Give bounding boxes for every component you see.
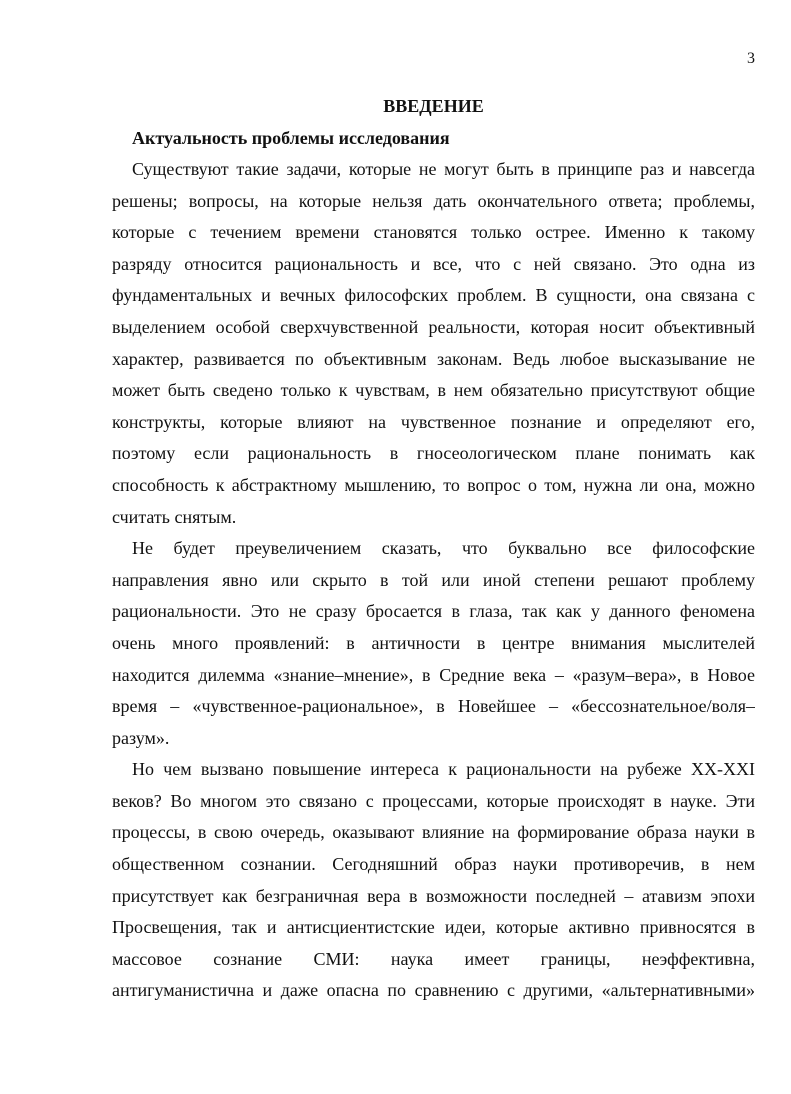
paragraph-line: Но чем вызвано повышение интереса к рациональности на рубеже XX-XXI	[132, 759, 755, 780]
paragraph-line: может быть сведено только к чувствам, в нем обязательно присутствуют общие	[112, 380, 755, 401]
body-text	[112, 154, 755, 1007]
paragraph-1	[112, 154, 755, 533]
paragraph-line: веков? Во многом это связано с процессами, которые происходят в науке. Эти	[112, 790, 755, 811]
page-number: 3	[747, 50, 755, 67]
paragraph-line: присутствует как безграничная вера в возможности последней – атавизм эпохи	[112, 885, 755, 906]
paragraph-line: антигуманистична и даже опасна по сравнению с другими, «альтернативными»	[112, 980, 755, 1001]
paragraph-line: решены; вопросы, на которые нельзя дать окончательного ответа; проблемы,	[112, 190, 755, 211]
paragraph-line: Не будет преувеличением сказать, что буквально все философские	[132, 538, 755, 559]
paragraph-line: способность к абстрактному мышлению, то вопрос о том, нужна ли она, можно	[112, 474, 755, 495]
paragraph-line: которые с течением времени становятся только острее. Именно к такому	[112, 222, 755, 243]
paragraph-line: конструкты, которые влияют на чувственное познание и определяют его,	[112, 411, 755, 432]
section-subheading: Актуальность проблемы исследования	[132, 128, 450, 148]
paragraph-line: разряду относится рациональность и все, что с ней связано. Это одна из	[112, 253, 755, 274]
paragraph-line: характер, развивается по объективным законам. Ведь любое высказывание не	[112, 348, 755, 369]
paragraph-line: процессы, в свою очередь, оказывают влияние на формирование образа науки в	[112, 822, 755, 843]
paragraph-2	[112, 533, 755, 754]
paragraph-line: Существуют такие задачи, которые не могут быть в принципе раз и навсегда	[132, 159, 755, 179]
paragraph-line: поэтому если рациональность в гносеологическом плане понимать как	[112, 443, 755, 464]
paragraph-line: направления явно или скрыто в той или иной степени решают проблему	[112, 569, 755, 590]
paragraph-line: разум».	[112, 727, 170, 748]
paragraph-line: время – «чувственное-рациональное», в Новейшее – «бессознательное/воля–	[112, 696, 755, 717]
paragraph-line: выделением особой сверхчувственной реальности, которая носит объективный	[112, 316, 755, 337]
paragraph-line: рациональности. Это не сразу бросается в глаза, так как у данного феномена	[112, 601, 755, 622]
paragraph-line: общественном сознании. Сегодняшний образ науки противоречив, в нем	[112, 854, 755, 875]
paragraph-line: очень много проявлений: в античности в центре внимания мыслителей	[112, 632, 755, 653]
paragraph-3	[112, 754, 755, 1007]
paragraph-line: Просвещения, так и антисциентистские идеи, которые активно привносятся в	[112, 917, 755, 938]
page-title: ВВЕДЕНИЕ	[383, 96, 484, 116]
paragraph-line: считать снятым.	[112, 506, 237, 527]
paragraph-line: находится дилемма «знание–мнение», в Средние века – «разум–вера», в Новое	[112, 664, 755, 685]
paragraph-line: массовое сознание СМИ: наука имеет границы, неэффективна,	[112, 948, 755, 969]
paragraph-line: фундаментальных и вечных философских проблем. В сущности, она связана с	[112, 285, 755, 306]
